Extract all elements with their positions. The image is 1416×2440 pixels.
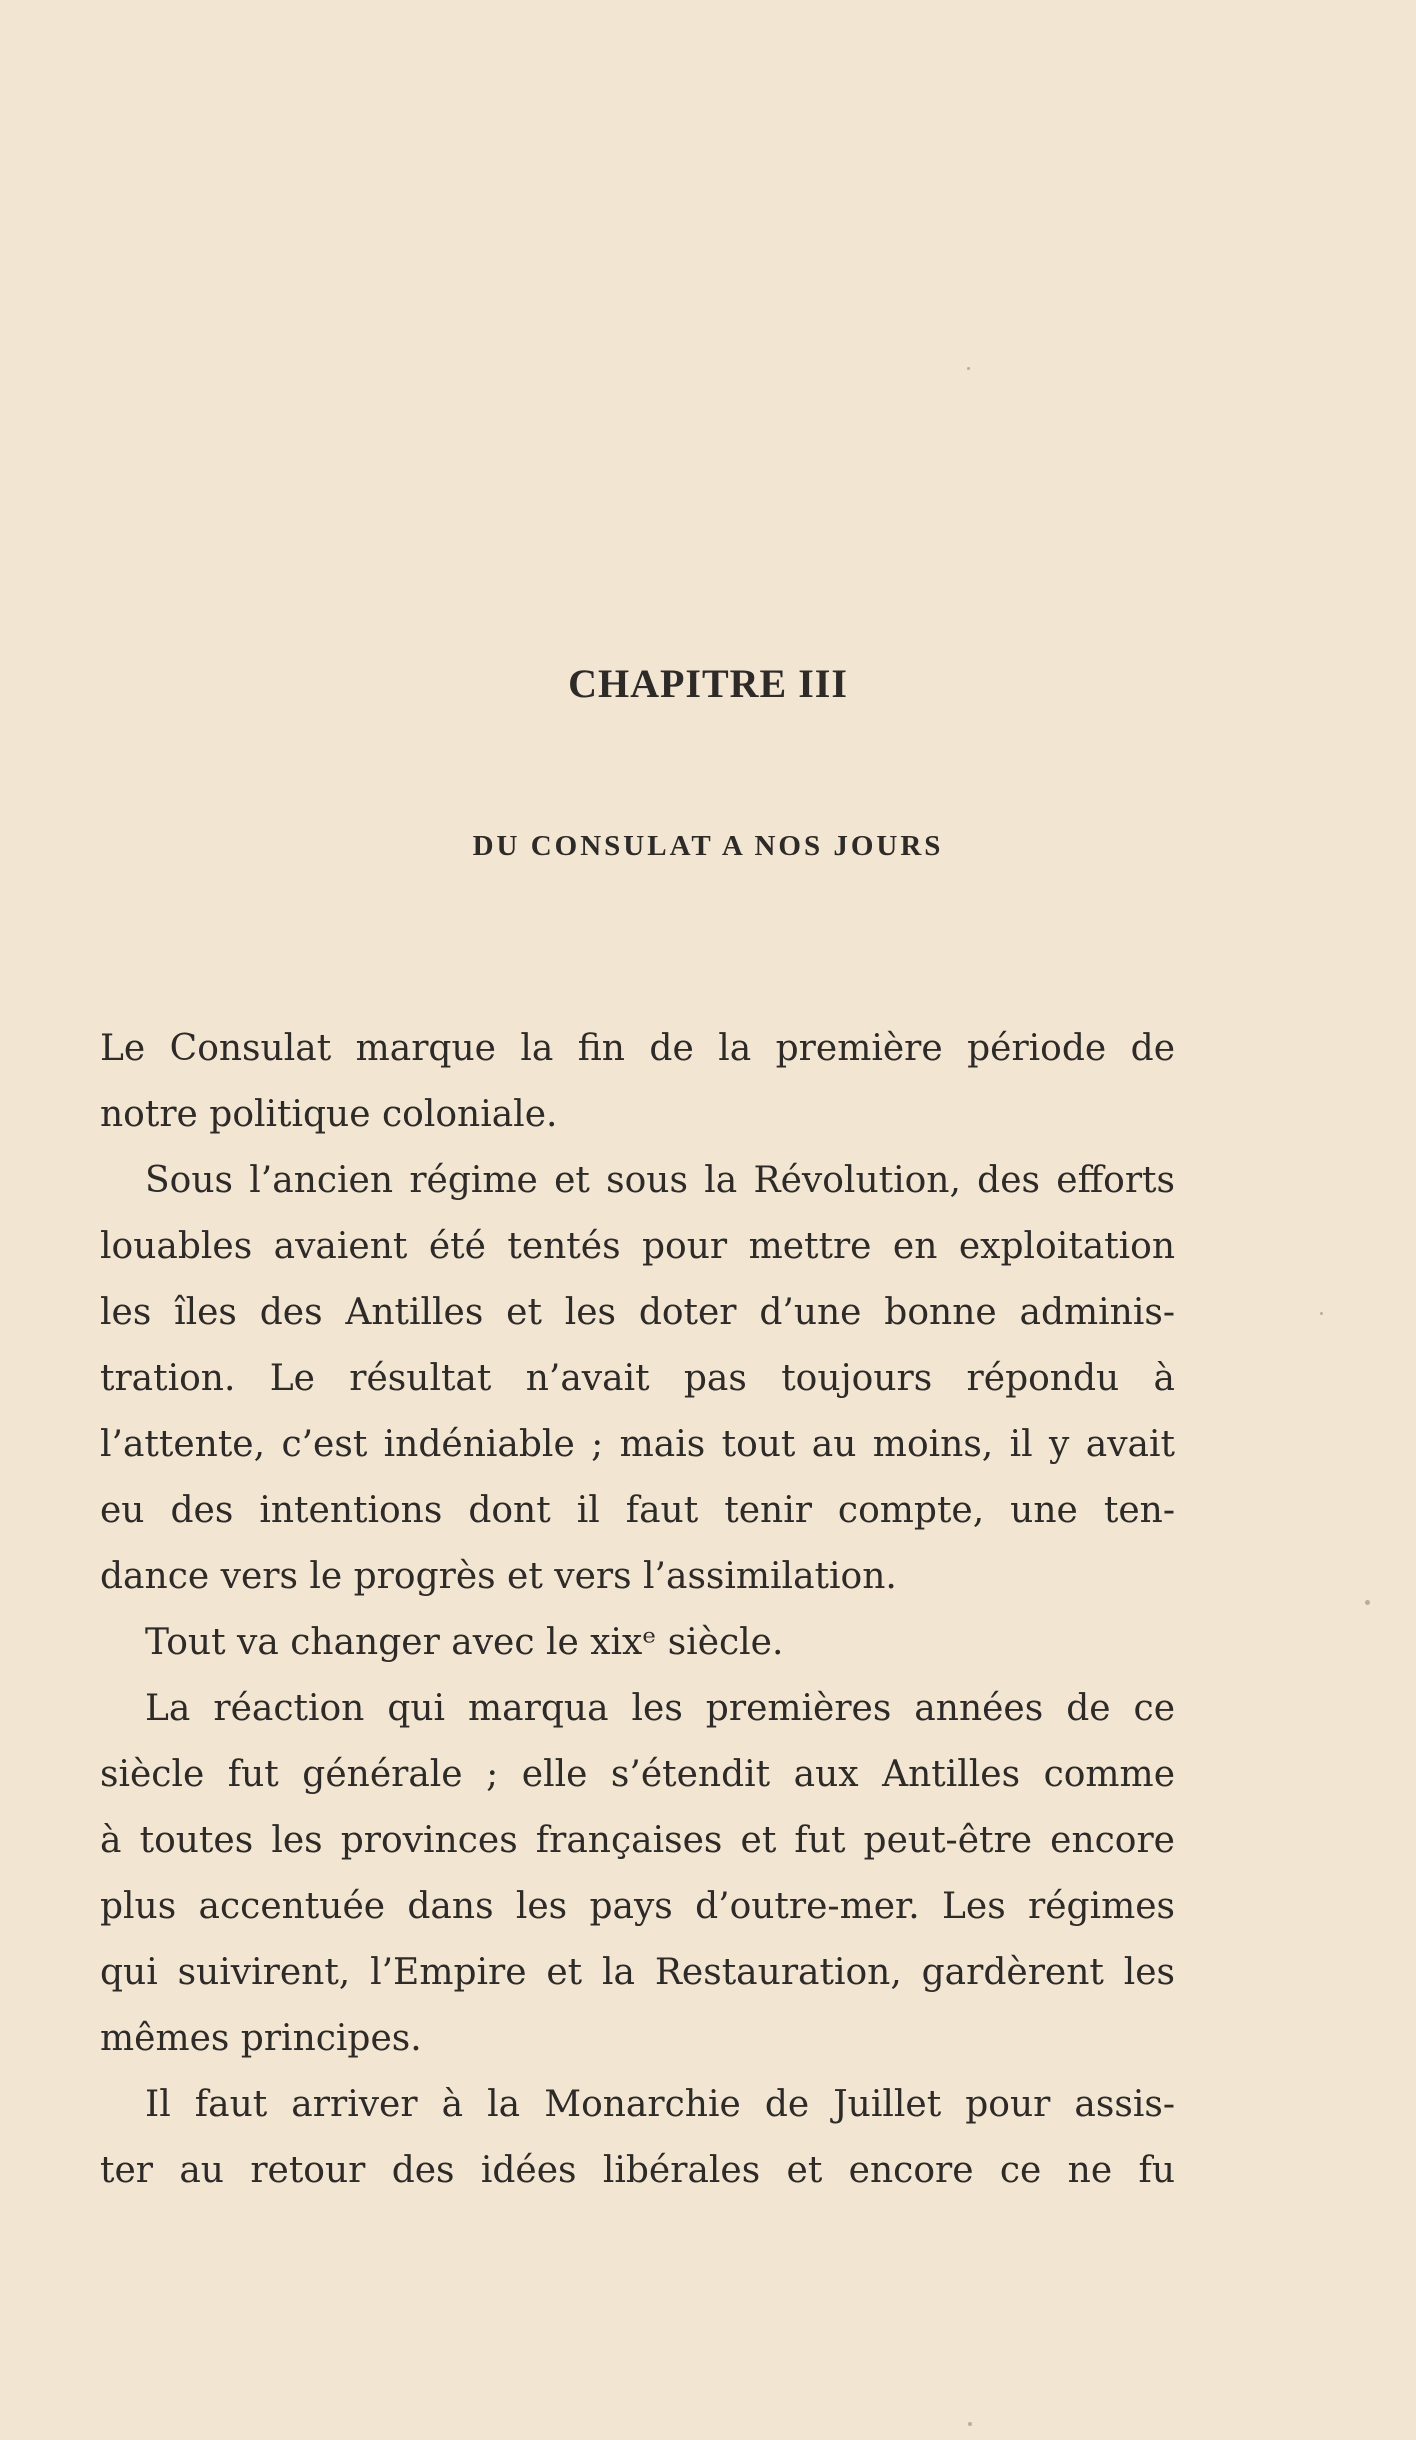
text-line: Le Consulat marque la fin de la première période de bbox=[100, 1028, 1175, 1069]
paper-speck bbox=[967, 367, 970, 370]
text-line: Sous l’ancien régime et sous la Révolution, des efforts bbox=[145, 1160, 1175, 1201]
text-line: dance vers le progrès et vers l’assimilation. bbox=[100, 1556, 897, 1597]
paper-speck bbox=[1320, 1312, 1323, 1315]
text-line: La réaction qui marqua les premières années de ce bbox=[145, 1688, 1175, 1729]
paper-speck bbox=[1365, 1600, 1370, 1605]
text-line: eu des intentions dont il faut tenir compte, une ten- bbox=[100, 1490, 1175, 1531]
text-line: plus accentuée dans les pays d’outre-mer. Les régimes bbox=[100, 1886, 1175, 1927]
text-line: notre politique coloniale. bbox=[100, 1094, 558, 1135]
text-line: Il faut arriver à la Monarchie de Juillet pour assis- bbox=[145, 2084, 1175, 2125]
text-line: tration. Le résultat n’avait pas toujours répondu à bbox=[100, 1358, 1175, 1399]
body-text bbox=[100, 1016, 1175, 2204]
text-line: louables avaient été tentés pour mettre en exploitation bbox=[100, 1226, 1175, 1267]
text-line: les îles des Antilles et les doter d’une bonne adminis- bbox=[100, 1292, 1175, 1333]
chapter-title: CHAPITRE III bbox=[568, 661, 848, 706]
text-line: siècle fut générale ; elle s’étendit aux Antilles comme bbox=[100, 1754, 1175, 1795]
paper-speck bbox=[968, 2422, 972, 2426]
text-line: mêmes principes. bbox=[100, 2018, 422, 2059]
text-line: ter au retour des idées libérales et encore ce ne fu bbox=[100, 2150, 1175, 2191]
chapter-subtitle: DU CONSULAT A NOS JOURS bbox=[472, 830, 944, 862]
text-line: à toutes les provinces françaises et fut peut-être encore bbox=[100, 1820, 1175, 1861]
text-line: qui suivirent, l’Empire et la Restauration, gardèrent les bbox=[100, 1952, 1175, 1993]
text-line: l’attente, c’est indéniable ; mais tout au moins, il y avait bbox=[100, 1424, 1175, 1465]
text-line: Tout va changer avec le xixᵉ siècle. bbox=[145, 1622, 784, 1663]
